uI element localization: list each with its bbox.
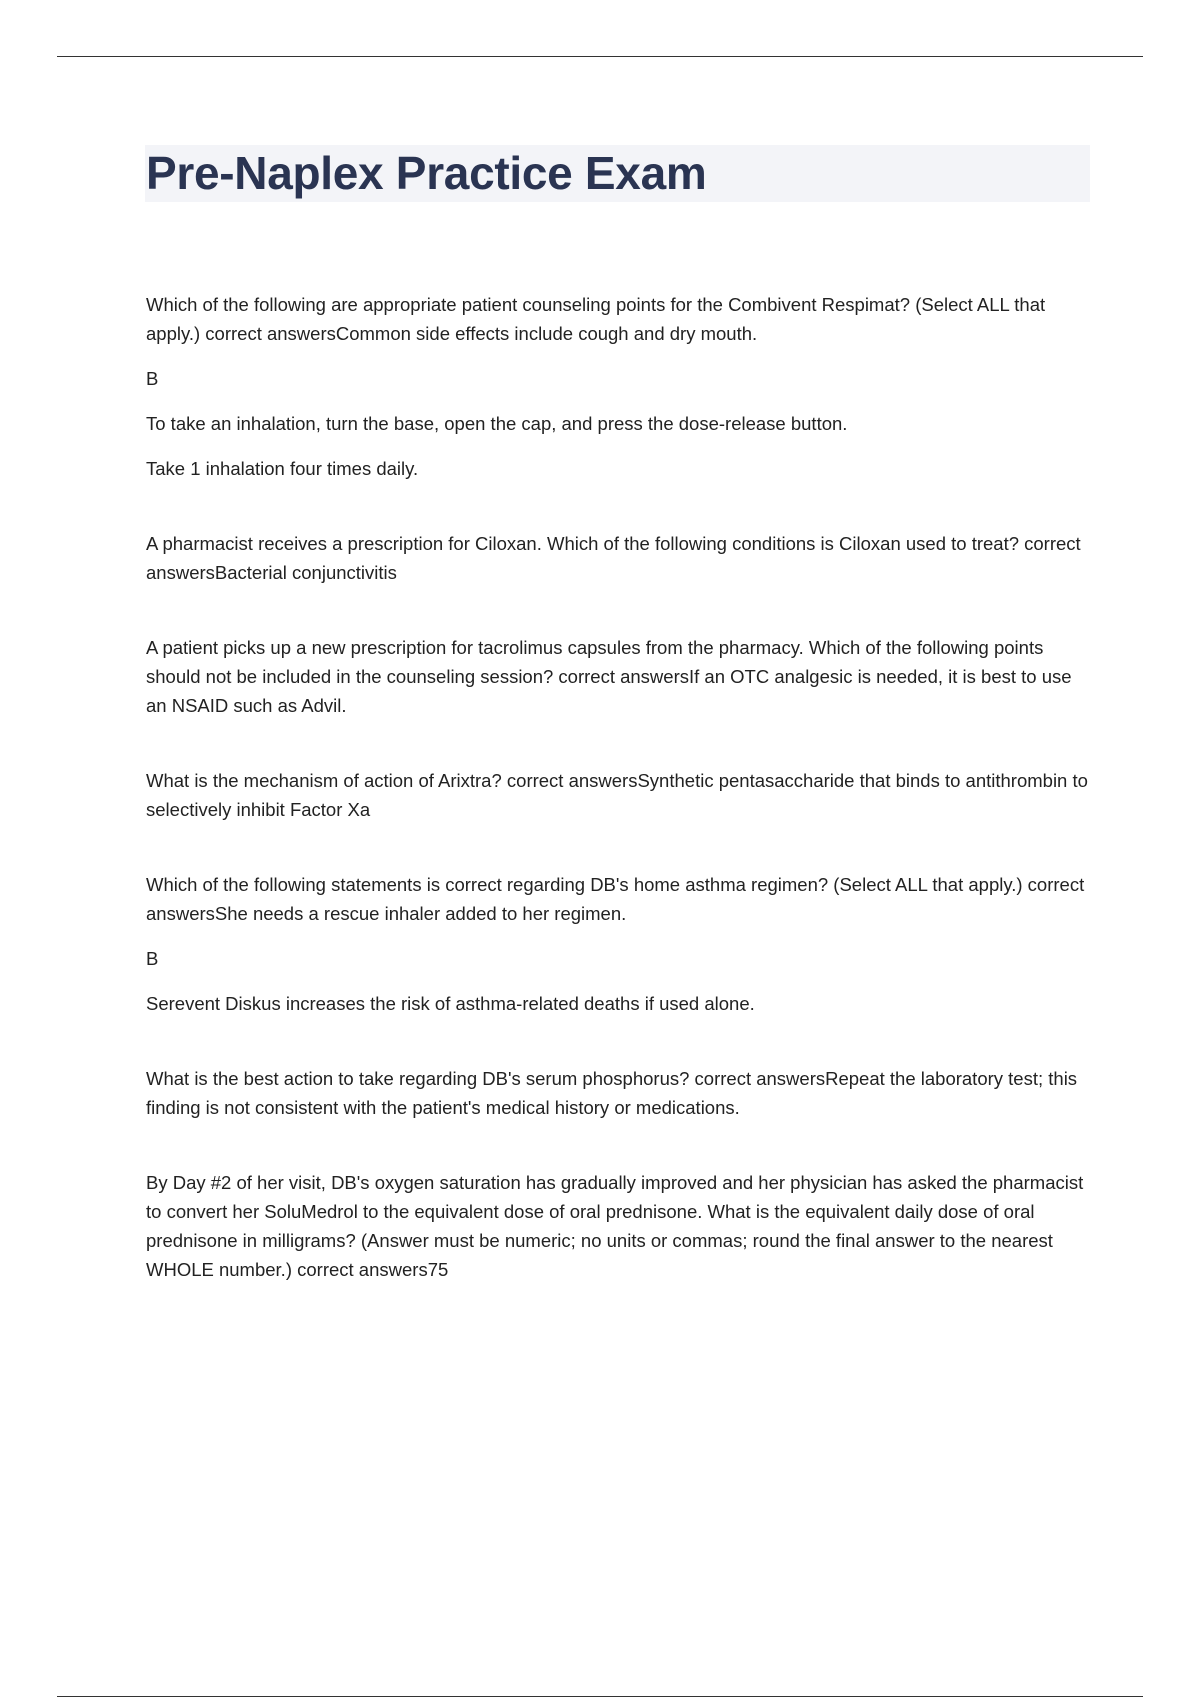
question-text: Which of the following are appropriate patient counseling points for the Combivent Respimat? (Select ALL that apply.) correct answersCommon side effects include cough and dry mouth. (146, 294, 1046, 344)
question-item (146, 633, 1092, 720)
question-text: What is the best action to take regarding DB's serum phosphorus? correct answersRepeat the laboratory test; this finding is not consistent with the patient's medical history or medications. (146, 1068, 1078, 1118)
answer-option: Take 1 inhalation four times daily. (146, 458, 419, 479)
question-item (146, 870, 1092, 1018)
question-item (146, 529, 1092, 587)
answer-option: B (146, 368, 159, 389)
question-text: By Day #2 of her visit, DB's oxygen saturation has gradually improved and her physician has asked the pharmacist to convert her SoluMedrol to the equivalent dose of oral prednisone. What is the equivalent daily dose of oral prednisone in milligrams? (Answer must be numeric; no units or commas; round the final answer to the nearest WHOLE number.) correct answers75 (146, 1172, 1084, 1280)
question-text: What is the mechanism of action of Arixtra? correct answersSynthetic pentasaccharide that binds to antithrombin to selectively inhibit Factor Xa (146, 770, 1088, 820)
question-item (146, 1064, 1092, 1122)
bottom-divider (57, 1696, 1143, 1697)
page-title: Pre-Naplex Practice Exam (146, 147, 707, 199)
answer-option: To take an inhalation, turn the base, open the cap, and press the dose-release button. (146, 413, 848, 434)
answer-option: Serevent Diskus increases the risk of asthma-related deaths if used alone. (146, 993, 755, 1014)
question-item (146, 290, 1092, 483)
top-divider (57, 56, 1143, 57)
question-list (146, 290, 1092, 1284)
question-text: A patient picks up a new prescription for tacrolimus capsules from the pharmacy. Which of the following points should not be included in the counseling session? correct answersIf an OTC analgesic is needed, it is best to use an NSAID such as Advil. (146, 637, 1072, 716)
question-item (146, 766, 1092, 824)
question-item (146, 1168, 1092, 1284)
question-text: A pharmacist receives a prescription for Ciloxan. Which of the following conditions is Ciloxan used to treat? correct answersBacterial conjunctivitis (146, 533, 1081, 583)
answer-option: B (146, 948, 159, 969)
question-text: Which of the following statements is correct regarding DB's home asthma regimen? (Select ALL that apply.) correct answersShe needs a rescue inhaler added to her regimen. (146, 874, 1085, 924)
